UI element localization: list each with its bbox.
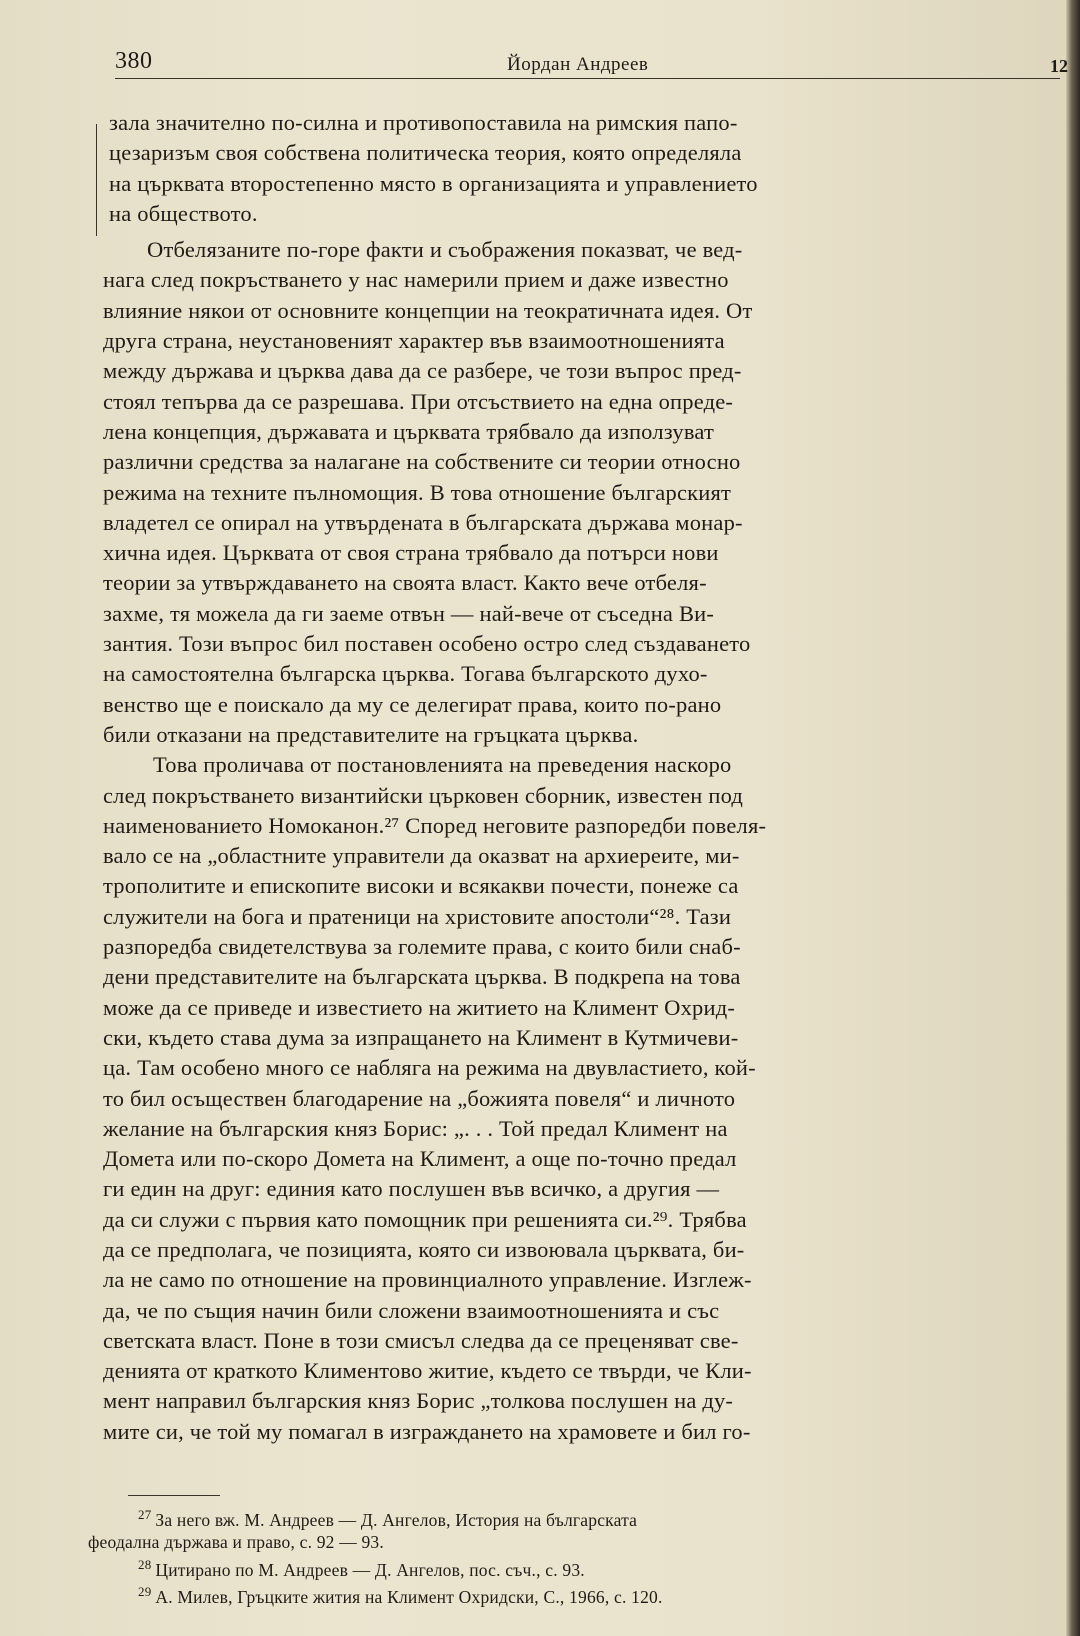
text-line: служители на бога и пратеници на христовите апостоли“²⁸. Тази bbox=[103, 903, 732, 929]
footnote-text: А. Милев, Гръцките жития на Климент Охридски, С., 1966, с. 120. bbox=[155, 1586, 663, 1607]
footnote-number: 27 bbox=[138, 1507, 152, 1522]
corner-mark: 12 bbox=[1050, 56, 1068, 76]
footnote bbox=[88, 1581, 1048, 1608]
text-line: то бил осъществен благодарение на „божията повеля“ и личното bbox=[103, 1085, 736, 1111]
text-line: режима на техните пълномощия. В това отношение българският bbox=[103, 479, 732, 505]
text-line: друга страна, неустановеният характер във взаимоотношенията bbox=[103, 328, 725, 354]
text-line: на църквата второстепенно място в организацията и управлението bbox=[109, 170, 758, 196]
footnote bbox=[88, 1554, 1048, 1581]
footnote-rule bbox=[128, 1495, 220, 1496]
text-line: след покръстването византийски църковен сборник, известен под bbox=[103, 782, 744, 808]
text-line: били отказани на представителите на гръцката църква. bbox=[103, 721, 639, 747]
text-line: зантия. Този въпрос бил поставен особено остро след създаването bbox=[103, 631, 751, 657]
text-line: Отбелязаните по-горе факти и съображения показват, че вед- bbox=[147, 237, 743, 263]
text-line: различни средства за налагане на собствените си теории относно bbox=[103, 449, 741, 475]
text-line: стоял тепърва да се разрешава. При отсъствието на една опреде- bbox=[103, 388, 734, 414]
margin-bracket bbox=[96, 124, 103, 236]
footnotes bbox=[88, 1495, 1048, 1608]
text-line: хична идея. Църквата от своя страна трябвало да потърси нови bbox=[103, 540, 719, 566]
text-line: ги един на друг: единия като послушен във всичко, а другия — bbox=[103, 1176, 720, 1202]
text-line: може да се приведе и известието на житието на Климент Охрид- bbox=[103, 994, 736, 1020]
text-line: нага след покръстването у нас намерили прием и даже известно bbox=[103, 267, 729, 293]
footnote-text: феодална държава и право, с. 92 — 93. bbox=[88, 1532, 384, 1553]
text-line: ски, където става дума за изпращането на Климент в Кутмичеви- bbox=[103, 1024, 739, 1050]
text-line: да си служи с първия като помощник при решенията си.²⁹. Трябва bbox=[103, 1206, 747, 1232]
text-line: трополитите и епископите високи и всякакви почести, понеже са bbox=[103, 873, 739, 899]
text-line: да се предполага, че позицията, която си извоювала църквата, би- bbox=[103, 1236, 745, 1262]
text-line: светската власт. Поне в този смисъл следва да се преценяват све- bbox=[103, 1327, 739, 1353]
footnote-continuation bbox=[88, 1531, 1048, 1554]
footnote bbox=[88, 1504, 1048, 1531]
text-line: дени представителите на българската църква. В подкрепа на това bbox=[103, 964, 741, 990]
text-line: между държава и църква дава да се разбере, че този въпрос пред- bbox=[103, 358, 742, 384]
page-header bbox=[115, 48, 1068, 88]
text-line: желание на българския княз Борис: „. . . Той предал Климент на bbox=[103, 1115, 728, 1141]
text-line: разпоредба свидетелствува за големите права, с които били снаб- bbox=[103, 934, 741, 960]
text-line: на самостоятелна българска църква. Тогава българското духо- bbox=[103, 661, 708, 687]
text-line: да, че по същия начин били сложени взаимоотношенията и със bbox=[103, 1297, 720, 1323]
text-line: теории за утвърждаването на своята власт. Както вече отбеля- bbox=[103, 570, 707, 596]
footnote-number: 28 bbox=[138, 1556, 152, 1572]
body-text bbox=[103, 108, 1048, 1447]
paragraph bbox=[103, 235, 1048, 750]
text-line: лена концепция, държавата и църквата трябвало да използуват bbox=[103, 418, 714, 444]
text-line: венство ще е поискало да му се делегират права, които по-рано bbox=[103, 691, 722, 717]
text-line: цезаризъм своя собствена политическа теория, която определяла bbox=[109, 140, 742, 166]
text-line: зала значително по-силна и противопоставила на римския папо- bbox=[109, 110, 738, 135]
paragraph bbox=[103, 750, 1048, 1447]
text-line: ла не само по отношение на провинциалното управление. Изглеж- bbox=[103, 1267, 752, 1293]
text-line: денията от краткото Климентово житие, където се твърди, че Кли- bbox=[103, 1358, 752, 1384]
header-rule bbox=[115, 78, 1060, 79]
page-number: 380 bbox=[115, 48, 153, 74]
text-line: мент направил българския княз Борис „толкова послушен на ду- bbox=[103, 1388, 734, 1414]
footnote-number: 29 bbox=[138, 1584, 152, 1600]
text-line: вало се на „областните управители да оказват на архиереите, ми- bbox=[103, 843, 740, 869]
text-line: Домета или по-скоро Домета на Климент, а още по-точно предал bbox=[103, 1146, 737, 1172]
text-line: Това проличава от постановленията на преведения наскоро bbox=[153, 752, 732, 778]
running-head: Йордан Андреев bbox=[507, 54, 649, 75]
text-line: мите си, че той му помагал в изграждането на храмовете и бил го- bbox=[103, 1418, 751, 1444]
text-line: владетел се опирал на утвърдената в българската държава монар- bbox=[103, 509, 743, 535]
text-line: захме, тя можела да ги заеме отвън — най-вече от съседна Ви- bbox=[103, 600, 715, 626]
text-line: на обществото. bbox=[109, 200, 258, 226]
page-binding-edge bbox=[1066, 0, 1080, 1636]
text-line: ца. Там особено много се набляга на режима на двувластието, кой- bbox=[103, 1055, 756, 1081]
footnote-text: Цитирано по М. Андреев — Д. Ангелов, пос. съч., с. 93. bbox=[155, 1559, 585, 1580]
text-line: влияние някои от основните концепции на теократичната идея. От bbox=[103, 297, 753, 323]
paragraph bbox=[103, 108, 1048, 229]
text-line: наименованието Номоканон.²⁷ Според неговите разпоредби повеля- bbox=[103, 812, 767, 838]
footnote-text: За него вж. М. Андреев — Д. Ангелов, История на българската bbox=[155, 1509, 638, 1530]
